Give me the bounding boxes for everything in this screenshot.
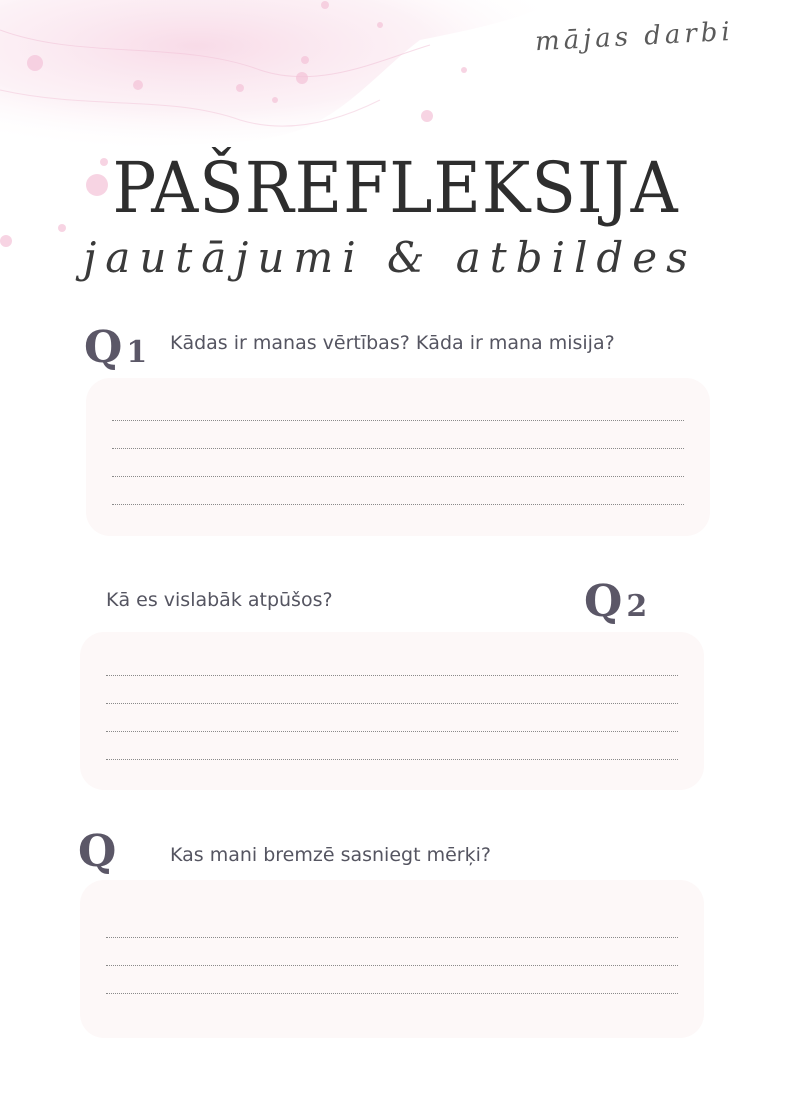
- question-1-label: [84, 322, 147, 379]
- answer-line: [106, 759, 678, 760]
- question-3-label: [78, 826, 120, 883]
- question-letter: Q: [584, 576, 623, 627]
- answer-box-3[interactable]: [80, 880, 704, 1038]
- answer-box-2[interactable]: [80, 632, 704, 790]
- answer-line: [106, 703, 678, 704]
- answer-line: [106, 675, 678, 676]
- answer-line: [106, 937, 678, 938]
- answer-line: [112, 504, 684, 505]
- answer-line: [112, 448, 684, 449]
- brand-signature: mājas darbi: [534, 16, 735, 58]
- answer-line: [106, 731, 678, 732]
- question-letter: Q: [78, 826, 117, 877]
- answer-line: [106, 965, 678, 966]
- question-2-label: [584, 576, 647, 633]
- page-subtitle: jautājumi & atbildes: [83, 233, 697, 282]
- question-letter: Q: [84, 322, 123, 373]
- answer-line: [106, 993, 678, 994]
- question-number: 1: [126, 335, 148, 370]
- question-2-text: Kā es vislabāk atpūšos?: [106, 589, 333, 611]
- page-title: PAŠREFLEKSIJA: [112, 147, 679, 229]
- answer-box-1[interactable]: [86, 378, 710, 536]
- question-number: 2: [626, 589, 648, 624]
- question-1-text: Kādas ir manas vērtības? Kāda ir mana misija?: [170, 332, 615, 354]
- answer-line: [112, 476, 684, 477]
- answer-line: [112, 420, 684, 421]
- question-3-text: Kas mani bremzē sasniegt mērķi?: [170, 844, 491, 866]
